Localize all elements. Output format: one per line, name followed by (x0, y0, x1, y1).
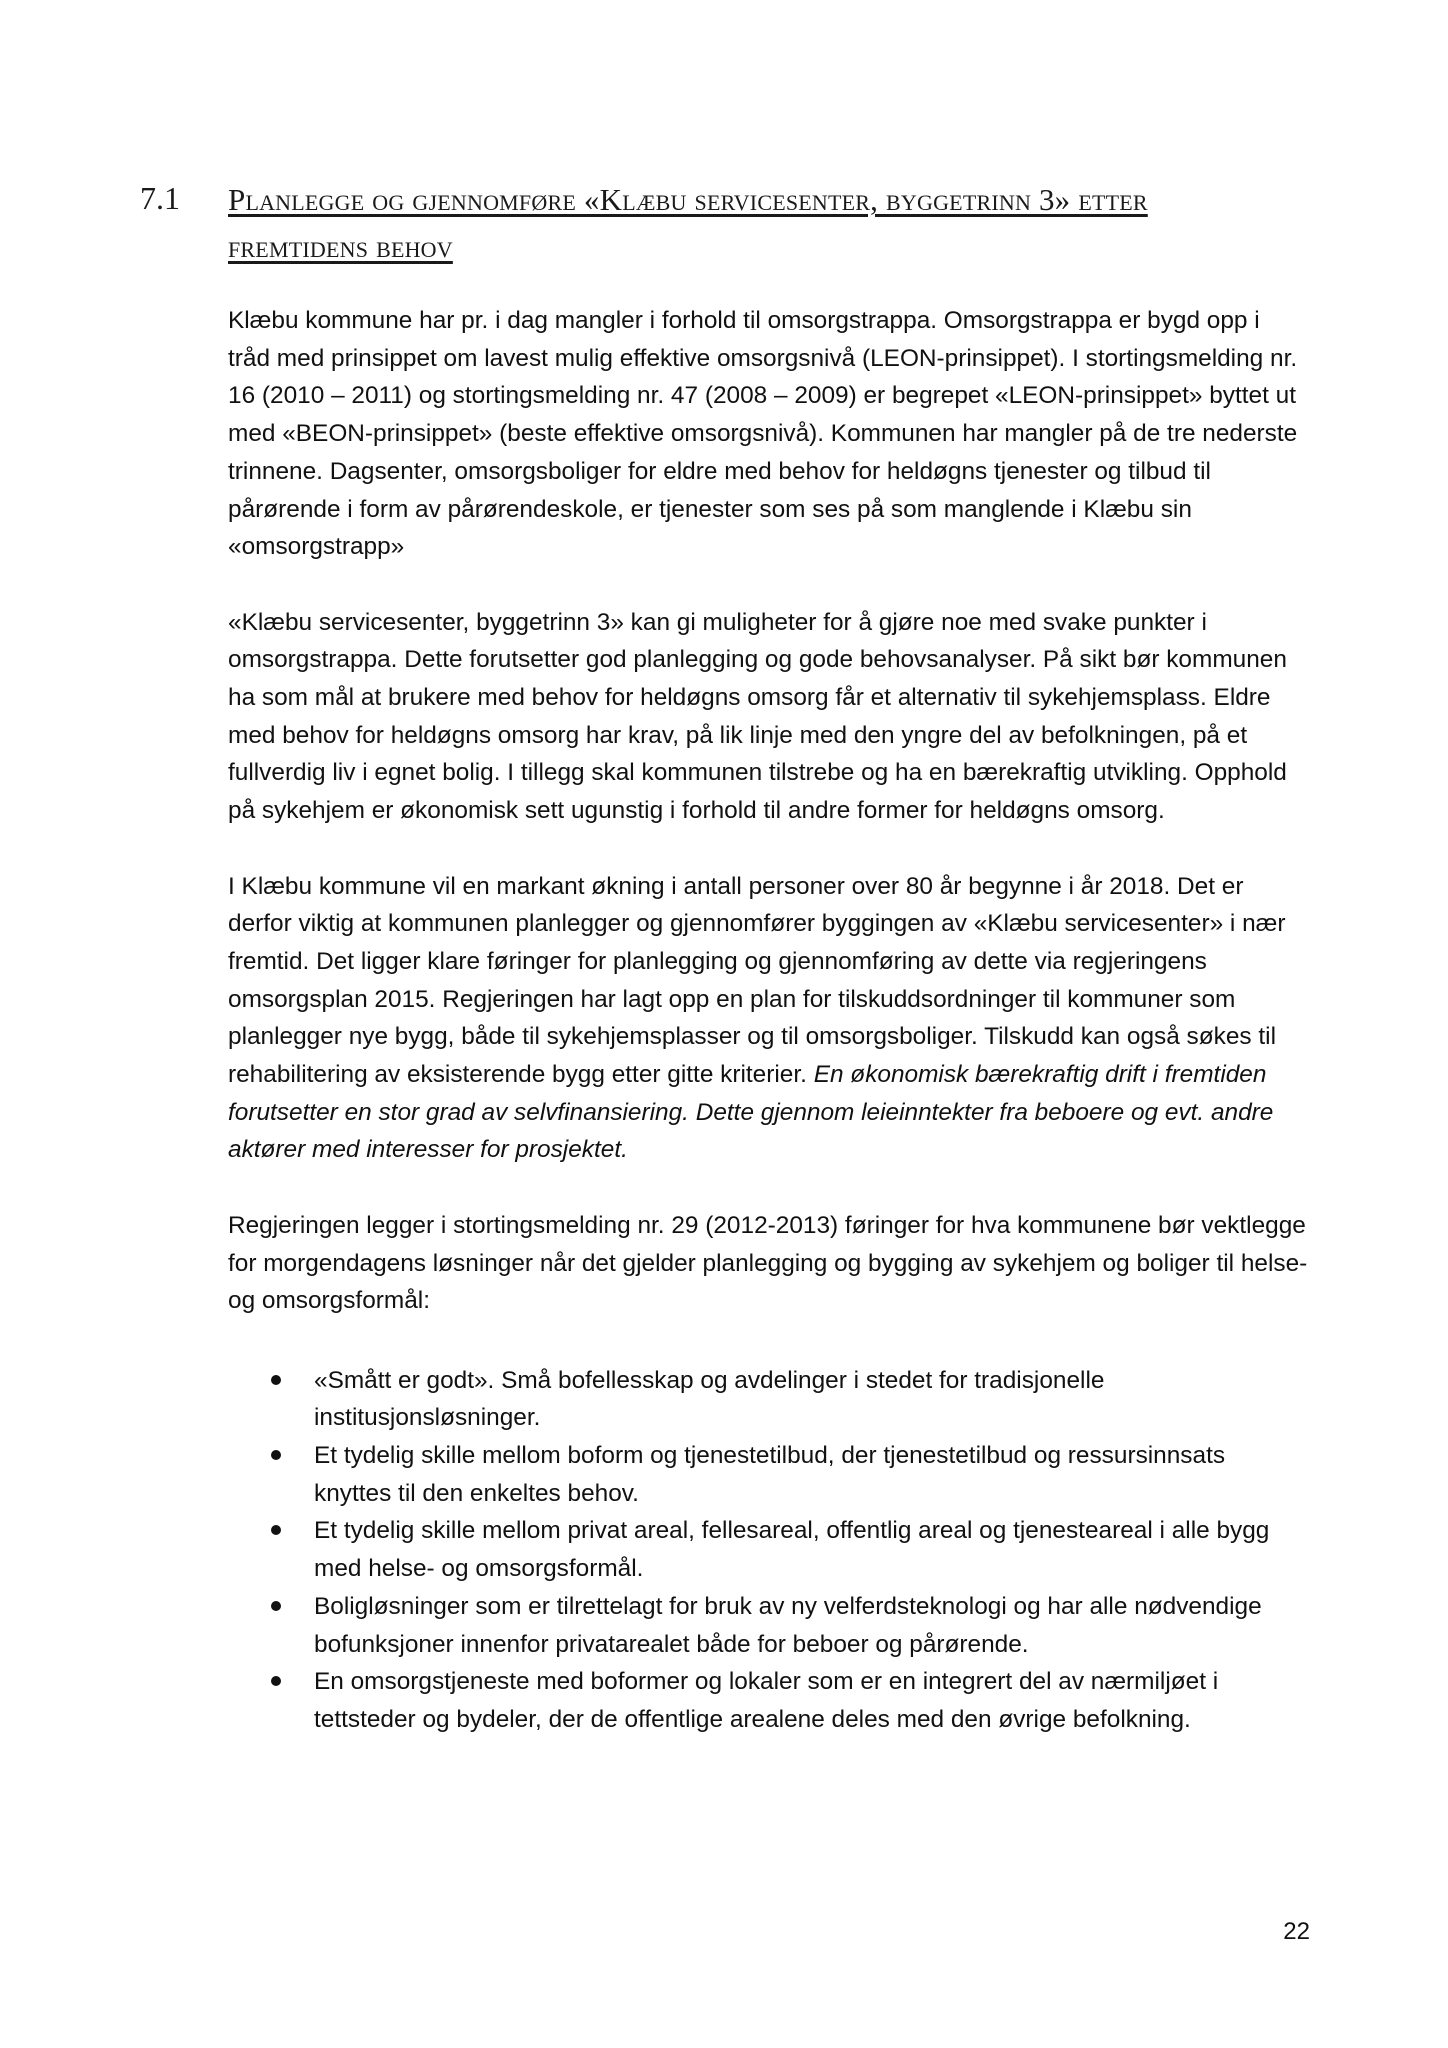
list-item (228, 1512, 1308, 1587)
bullet-icon (271, 1450, 281, 1460)
list-item-text: Boligløsninger som er tilrettelagt for bruk av ny velferdsteknologi og har alle nødvendige bofunksjoner innenfor privatarealet både for beboer og pårørende. (314, 1592, 1262, 1658)
bullet-icon (271, 1676, 281, 1686)
list-item-text: Et tydelig skille mellom boform og tjenestetilbud, der tjenestetilbud og ressursinnsats knyttes til den enkeltes behov. (314, 1442, 1226, 1507)
page-number: 22 (1283, 1918, 1310, 1945)
list-item (228, 1437, 1308, 1512)
paragraph-4: Regjeringen legger i stortingsmelding nr. 29 (2012-2013) føringer for hva kommunene bør vektlegge for morgendagens løsninger når det gjelder planlegging og bygging av sykehjem og boliger til helse- og omsorgsformål: (228, 1211, 1308, 1315)
bullet-icon (271, 1375, 281, 1385)
bullet-icon (271, 1601, 281, 1611)
paragraph-3-text: I Klæbu kommune vil en markant økning i antall personer over 80 år begynne i år 2018. Det er derfor viktig at kommunen planlegger og gjennomfører byggingen av «Klæbu servicesenter» i nær fremtid. Det ligger klare føringer for planlegging og gjennomføring av dette via regjeringens omsorgsplan 2015. Regjeringen har lagt opp en plan for tilskuddsordninger til kommuner som planlegger nye bygg, både til sykehjemsplasser og til omsorgsboliger. Tilskudd kan også søkes til rehabilitering av eksisterende bygg etter gitte kriterier. (228, 872, 1286, 1089)
bullet-icon (271, 1525, 281, 1535)
paragraph-2: «Klæbu servicesenter, byggetrinn 3» kan gi muligheter for å gjøre noe med svake punkter i omsorgstrappa. Dette forutsetter god planlegging og gode behovsanalyser. På sikt bør kommunen ha som mål at brukere med behov for heldøgns omsorg får et alternativ til sykehjemsplass. Eldre med behov for heldøgns omsorg har krav, på lik linje med den yngre del av befolkningen, på et fullverdig liv i egnet bolig. I tillegg skal kommunen tilstrebe og ha en bærekraftig utvikling. Opphold på sykehjem er økonomisk sett ugunstig i forhold til andre former for heldøgns omsorg. (228, 608, 1287, 825)
section-number: 7.1 (140, 180, 180, 216)
paragraph-1: Klæbu kommune har pr. i dag mangler i forhold til omsorgstrappa. Omsorgstrappa er bygd opp i tråd med prinsippet om lavest mulig effektive omsorgsnivå (LEON-prinsippet). I stortingsmelding nr. 16 (2010 – 2011) og stortingsmelding nr. 47 (2008 – 2009) er begrepet «LEON-prinsippet» byttet ut med «BEON-prinsippet» (beste effektive omsorgsnivå). Kommunen har mangler på de tre nederste trinnene. Dagsenter, omsorgsboliger for eldre med behov for heldøgns tjenester og tilbud til pårørende i form av pårørendeskole, er tjenester som ses på som manglende i Klæbu sin «omsorgstrapp» (228, 307, 1298, 561)
list-item-text: Et tydelig skille mellom privat areal, fellesareal, offentlig areal og tjenesteareal i alle bygg med helse- og omsorgsformål. (314, 1517, 1270, 1583)
list-item-text: En omsorgstjeneste med boformer og lokaler som er en integrert del av nærmiljøet i tettsteder og bydeler, der de offentlige arealene deles med den øvrige befolkning. (314, 1668, 1219, 1733)
list-item (228, 1362, 1308, 1437)
bullet-list (228, 1362, 1308, 1739)
list-item (228, 1663, 1308, 1738)
list-item-text: «Smått er godt». Små bofellesskap og avdelinger i stedet for tradisjonelle institusjonsløsninger. (314, 1366, 1105, 1432)
list-item (228, 1588, 1308, 1663)
section-title: Planlegge og gjennomføre «Klæbu servicesenter, byggetrinn 3» etter fremtidens behov (228, 182, 1148, 264)
paragraph-3-italic: En økonomisk bærekraftig drift i fremtiden forutsetter en stor grad av selvfinansiering. Dette gjennom leieinntekter fra beboere og evt. andre aktører med interesser for prosjektet. (228, 1061, 1274, 1164)
paragraph-3 (228, 868, 1308, 1170)
body-text (228, 302, 1308, 1735)
